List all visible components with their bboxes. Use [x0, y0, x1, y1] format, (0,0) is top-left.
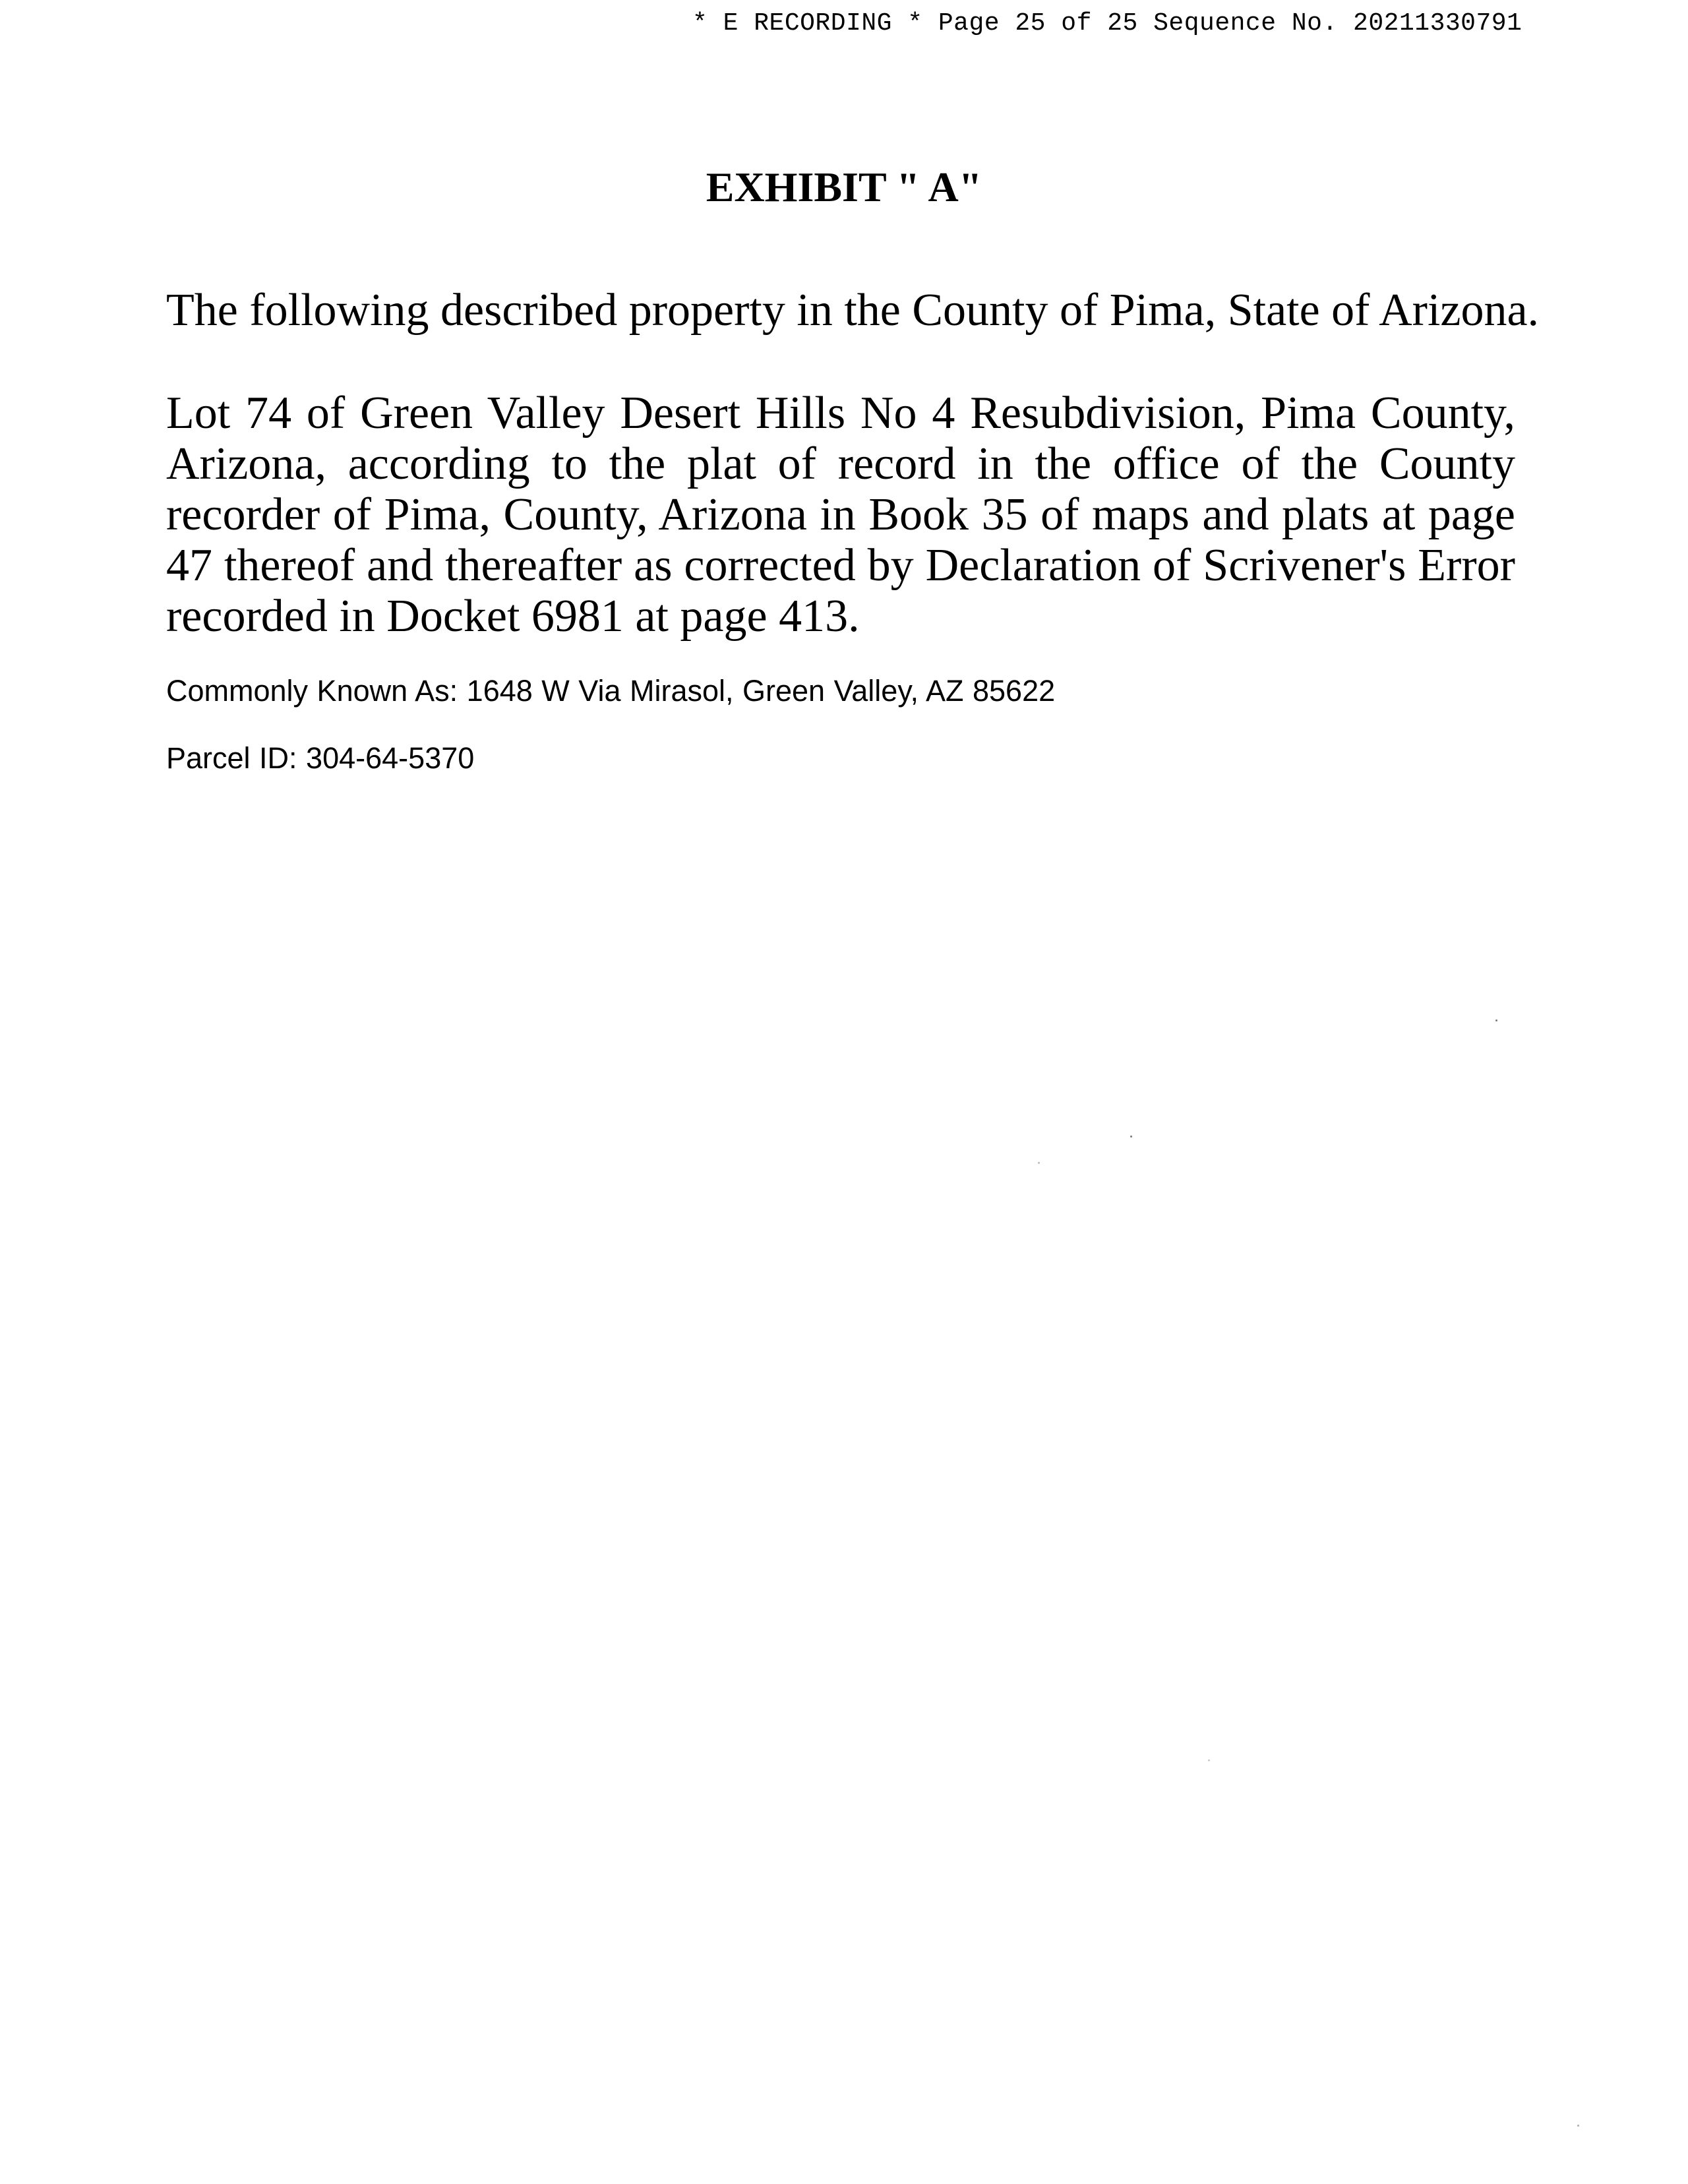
- recording-header: * E RECORDING * Page 25 of 25 Sequence No. 20211330791: [692, 9, 1522, 38]
- scan-speck: [1038, 1162, 1040, 1164]
- scan-speck: [1577, 2125, 1579, 2127]
- scan-speck: [1495, 1019, 1497, 1021]
- property-intro: The following described property in the County of Pima, State of Arizona.: [166, 285, 1540, 336]
- scan-speck: [1130, 1136, 1132, 1138]
- parcel-id: Parcel ID: 304-64-5370: [166, 741, 475, 775]
- legal-description: Lot 74 of Green Valley Desert Hills No 4 Resubdivision, Pima County, Arizona, according to the plat of record in the office of the County recorder of Pima, County, Arizona in Book 35 of maps and plats at page 47 thereof and thereafter as corrected by Declaration of Scrivener's Error recorded in Docket 6981 at page 413.: [166, 388, 1515, 642]
- exhibit-title: EXHIBIT " A": [706, 164, 982, 210]
- commonly-known-as: Commonly Known As: 1648 W Via Mirasol, Green Valley, AZ 85622: [166, 674, 1056, 708]
- scan-speck: [1208, 1759, 1210, 1761]
